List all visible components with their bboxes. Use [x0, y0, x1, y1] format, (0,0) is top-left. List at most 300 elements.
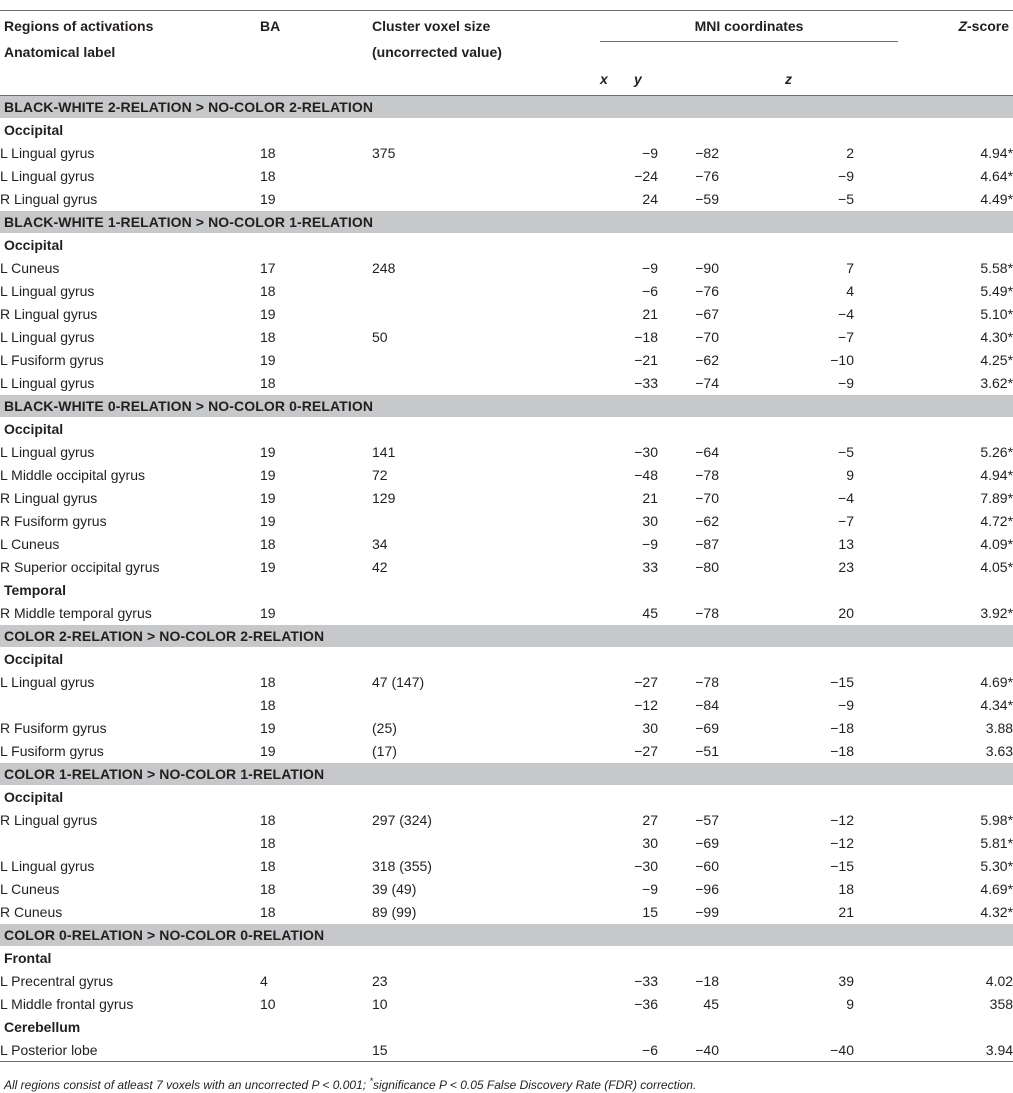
cell-x: [600, 256, 658, 279]
cell-z: −12: [830, 811, 854, 828]
cell-region: R Lingual gyrus: [0, 489, 98, 506]
table-row: [0, 831, 1013, 854]
cell-spacer: [860, 440, 898, 463]
cell-ba: 19: [260, 719, 276, 736]
cell-x: [600, 739, 658, 763]
cell-spacer: [860, 279, 898, 302]
cell-y: −78: [695, 466, 719, 483]
cell-z: 13: [838, 535, 854, 552]
cell-zscore: 4.09*: [980, 535, 1013, 552]
cell-z: 23: [838, 558, 854, 575]
cell-cluster: [372, 601, 600, 625]
table-row: [0, 348, 1013, 371]
cell-x: [600, 969, 658, 992]
mni-underline: [600, 41, 898, 63]
group-header-row: [0, 118, 1013, 141]
cell-x: [600, 463, 658, 486]
cell-cluster: [372, 371, 600, 395]
cell-ba: 19: [260, 305, 276, 322]
cell-region: L Posterior lobe: [0, 1038, 260, 1062]
cell-y: −90: [695, 259, 719, 276]
cell-zscore: 5.49*: [980, 282, 1013, 299]
cell-cluster: [372, 164, 600, 187]
cell-ba: [260, 1038, 372, 1062]
cell-z: −4: [838, 489, 854, 506]
cell-ba: 18: [260, 535, 276, 552]
cell-spacer: [860, 877, 898, 900]
header-ba: BA: [260, 18, 281, 34]
cell-x: [600, 325, 658, 348]
cell-spacer: [860, 187, 898, 211]
header-x: x: [600, 63, 630, 96]
cell-cluster: [372, 302, 600, 325]
table-row: [0, 486, 1013, 509]
cell-ba: 18: [260, 903, 276, 920]
cell-y: −76: [695, 282, 719, 299]
cell-zscore: 4.02: [985, 972, 1013, 989]
cell-ba: 4: [260, 972, 268, 989]
section-header-row: [0, 924, 1013, 947]
section-label: COLOR 1-RELATION > NO-COLOR 1-RELATION: [0, 763, 1013, 786]
cell-x-value: −30: [634, 857, 658, 874]
cell-ba: 18: [260, 673, 276, 690]
cell-y: −62: [695, 512, 719, 529]
cell-zscore: 4.49*: [980, 190, 1013, 207]
cell-y: −67: [695, 305, 719, 322]
group-label: Frontal: [4, 949, 52, 966]
cell-cluster: 42: [372, 558, 388, 575]
cell-x-value: 21: [642, 305, 658, 322]
table-body: [0, 96, 1013, 1062]
cell-spacer: [860, 371, 898, 395]
cell-spacer: [860, 555, 898, 578]
cell-z: −15: [830, 673, 854, 690]
cell-z: −10: [830, 351, 854, 368]
cell-spacer: [860, 670, 898, 693]
cell-x-value: −9: [642, 259, 658, 276]
table-row: [0, 670, 1013, 693]
cell-x-value: −6: [642, 1041, 658, 1058]
cell-x-value: 21: [642, 489, 658, 506]
cell-region: L Cuneus: [0, 535, 60, 552]
cell-region: [0, 693, 260, 716]
cell-spacer: [860, 509, 898, 532]
cell-y: −74: [695, 374, 719, 391]
cell-y: −69: [695, 834, 719, 851]
cell-region: L Lingual gyrus: [0, 673, 95, 690]
cell-cluster: 72: [372, 466, 388, 483]
cell-cluster: 50: [372, 328, 388, 345]
cell-z: −5: [838, 443, 854, 460]
table-row: [0, 1038, 1013, 1062]
cell-zscore: 3.63: [985, 742, 1013, 759]
cell-zscore: 5.10*: [980, 305, 1013, 322]
cell-spacer: [860, 325, 898, 348]
cell-region: L Precentral gyrus: [0, 972, 114, 989]
cell-x: [600, 164, 658, 187]
cell-zscore: 4.69*: [980, 673, 1013, 690]
cell-ba: 19: [260, 604, 276, 621]
cell-zscore: 4.72*: [980, 512, 1013, 529]
cell-x: [600, 371, 658, 395]
cell-cluster: 248: [372, 259, 396, 276]
cell-z: 39: [838, 972, 854, 989]
cell-y: −99: [695, 903, 719, 920]
cell-z: 20: [838, 604, 854, 621]
cell-spacer: [860, 463, 898, 486]
group-header-row: [0, 785, 1013, 808]
cell-x: [600, 348, 658, 371]
group-label: Occipital: [4, 420, 64, 437]
cell-zscore: 3.88: [985, 719, 1013, 736]
cell-spacer: [860, 808, 898, 831]
cell-x: [600, 279, 658, 302]
cell-zscore: 5.81*: [980, 834, 1013, 851]
cell-zscore: 4.34*: [980, 696, 1013, 713]
cell-x: [600, 854, 658, 877]
cell-zscore: 3.92*: [980, 604, 1013, 621]
cell-x: [600, 831, 658, 854]
group-header-row: [0, 1015, 1013, 1038]
cell-y: −59: [695, 190, 719, 207]
cell-region: L Fusiform gyrus: [0, 351, 104, 368]
cell-zscore: 5.98*: [980, 811, 1013, 828]
cell-spacer: [860, 969, 898, 992]
cell-x-value: −48: [634, 466, 658, 483]
cell-z: −12: [830, 834, 854, 851]
cell-z: −40: [745, 1038, 860, 1062]
cell-ba: 18: [260, 374, 276, 391]
cell-ba: 18: [260, 167, 276, 184]
table-row: [0, 371, 1013, 395]
cell-cluster: 15: [372, 1038, 600, 1062]
section-label: BLACK-WHITE 1-RELATION > NO-COLOR 1-RELATION: [0, 211, 1013, 234]
cell-ba: 19: [260, 558, 276, 575]
cell-cluster: [372, 693, 600, 716]
cell-spacer: [860, 141, 898, 164]
cell-x: [600, 141, 658, 164]
cell-y: −57: [695, 811, 719, 828]
cell-cluster: [372, 831, 600, 854]
cell-cluster: 10: [372, 995, 388, 1012]
header-zscore: Z-score: [958, 18, 1010, 34]
cell-x-value: −27: [634, 673, 658, 690]
cell-region: R Fusiform gyrus: [0, 719, 107, 736]
cell-ba: 19: [260, 489, 276, 506]
cell-y: −51: [695, 742, 719, 759]
section-label: BLACK-WHITE 2-RELATION > NO-COLOR 2-RELATION: [0, 96, 1013, 119]
cell-spacer: [860, 1038, 898, 1062]
cell-y: −69: [695, 719, 719, 736]
table-row: [0, 302, 1013, 325]
cell-cluster: 47 (147): [372, 673, 425, 690]
header-cluster: Cluster voxel size: [372, 18, 491, 34]
cell-zscore: 4.32*: [980, 903, 1013, 920]
cell-x-value: −36: [634, 995, 658, 1012]
cell-cluster: [372, 187, 600, 211]
cell-z: −9: [838, 696, 854, 713]
cell-x-value: 33: [642, 558, 658, 575]
cell-region: L Lingual gyrus: [0, 167, 95, 184]
cell-cluster: 23: [372, 972, 388, 989]
table-row: [0, 969, 1013, 992]
cell-region: R Lingual gyrus: [0, 190, 98, 207]
cell-ba: 19: [260, 466, 276, 483]
table-row: [0, 854, 1013, 877]
table-row: [0, 325, 1013, 348]
cell-z: 18: [838, 880, 854, 897]
cell-ba: 18: [260, 857, 276, 874]
cell-spacer: [860, 164, 898, 187]
cell-cluster: [372, 348, 600, 371]
cell-x: [600, 900, 658, 924]
cell-y: −60: [695, 857, 719, 874]
cell-x-value: −12: [634, 696, 658, 713]
group-label: Occipital: [4, 788, 64, 805]
cell-y: 45: [703, 995, 719, 1012]
cell-spacer: [860, 532, 898, 555]
section-header-row: [0, 625, 1013, 648]
cell-zscore: 3.94: [898, 1038, 1013, 1062]
section-label: BLACK-WHITE 0-RELATION > NO-COLOR 0-RELATION: [0, 395, 1013, 418]
table-row: [0, 739, 1013, 763]
cell-spacer: [860, 693, 898, 716]
cell-region: L Lingual gyrus: [0, 374, 95, 391]
cell-z: −15: [830, 857, 854, 874]
cell-spacer: [860, 716, 898, 739]
table-row: [0, 532, 1013, 555]
cell-x: [600, 1038, 658, 1062]
table-row: [0, 808, 1013, 831]
cell-y: −70: [695, 489, 719, 506]
section-label: COLOR 2-RELATION > NO-COLOR 2-RELATION: [0, 625, 1013, 648]
cell-zscore: 4.64*: [980, 167, 1013, 184]
section-header-row: [0, 211, 1013, 234]
cell-x: [600, 532, 658, 555]
cell-ba: 19: [260, 742, 276, 759]
cell-z: 7: [846, 259, 854, 276]
cell-spacer: [860, 831, 898, 854]
cell-ba: 18: [260, 834, 276, 851]
table-header: [0, 11, 1013, 96]
cell-region: R Middle temporal gyrus: [0, 604, 152, 621]
cell-y: −80: [695, 558, 719, 575]
cell-y: −78: [695, 673, 719, 690]
cell-x-value: −9: [642, 144, 658, 161]
table-row: [0, 992, 1013, 1015]
section-header-row: [0, 96, 1013, 119]
cell-spacer: [860, 348, 898, 371]
group-header-row: [0, 647, 1013, 670]
cell-x-value: 30: [642, 719, 658, 736]
cell-cluster: 318 (355): [372, 857, 432, 874]
table-row: [0, 279, 1013, 302]
cell-spacer: [860, 302, 898, 325]
group-header-row: [0, 946, 1013, 969]
table-row: [0, 463, 1013, 486]
group-label: Temporal: [4, 581, 66, 598]
cell-spacer: [860, 601, 898, 625]
cell-y: −18: [695, 972, 719, 989]
cell-ba: 18: [260, 696, 276, 713]
cell-zscore: 4.94*: [980, 144, 1013, 161]
cell-x: [600, 187, 658, 211]
table-row: [0, 256, 1013, 279]
section-header-row: [0, 763, 1013, 786]
cell-cluster: [372, 279, 600, 302]
cell-z: −9: [838, 167, 854, 184]
cell-cluster: (25): [372, 719, 397, 736]
cell-x-value: −33: [634, 972, 658, 989]
cell-x-value: 27: [642, 811, 658, 828]
header-anatomical-label: Anatomical label: [4, 44, 116, 60]
cell-z: 4: [846, 282, 854, 299]
cell-region: R Cuneus: [0, 903, 63, 920]
cell-ba: 18: [260, 282, 276, 299]
group-label: Occipital: [4, 650, 64, 667]
cell-x: [600, 555, 658, 578]
table-row: [0, 716, 1013, 739]
cell-zscore: 4.30*: [980, 328, 1013, 345]
cell-y: −62: [695, 351, 719, 368]
cell-spacer: [860, 992, 898, 1015]
cell-ba: 10: [260, 995, 276, 1012]
table-row: [0, 601, 1013, 625]
cell-z: 21: [838, 903, 854, 920]
cell-ba: 18: [260, 880, 276, 897]
cell-y: −64: [695, 443, 719, 460]
cell-x: [600, 992, 658, 1015]
cell-x: [600, 440, 658, 463]
cell-z: −7: [838, 328, 854, 345]
cell-z: −18: [830, 719, 854, 736]
cell-z: 9: [846, 466, 854, 483]
group-header-row: [0, 417, 1013, 440]
cell-spacer: [860, 486, 898, 509]
table-row: [0, 187, 1013, 211]
table-row: [0, 141, 1013, 164]
cell-cluster: 297 (324): [372, 811, 432, 828]
cell-zscore: 5.58*: [980, 259, 1013, 276]
cell-cluster: 129: [372, 489, 396, 506]
cell-region: L Lingual gyrus: [0, 282, 95, 299]
cell-region: R Superior occipital gyrus: [0, 558, 160, 575]
cell-x-value: 30: [642, 512, 658, 529]
cell-z: −4: [838, 305, 854, 322]
cell-ba: 19: [260, 443, 276, 460]
cell-z: −5: [838, 190, 854, 207]
cell-y: −84: [695, 696, 719, 713]
header-cluster-uncorrected: (uncorrected value): [372, 44, 502, 60]
cell-region: L Lingual gyrus: [0, 328, 95, 345]
cell-region: R Lingual gyrus: [0, 811, 98, 828]
table-row: [0, 693, 1013, 716]
cell-x: [600, 509, 658, 532]
cell-x-value: 24: [642, 190, 658, 207]
header-mni: MNI coordinates: [694, 18, 804, 34]
cell-region: R Fusiform gyrus: [0, 512, 107, 529]
cell-ba: 18: [260, 328, 276, 345]
cell-z: −18: [830, 742, 854, 759]
table-row: [0, 440, 1013, 463]
table-row: [0, 164, 1013, 187]
cell-ba: 18: [260, 144, 276, 161]
cell-spacer: [860, 854, 898, 877]
group-header-row: [0, 233, 1013, 256]
cell-x-value: −24: [634, 167, 658, 184]
cell-cluster: 39 (49): [372, 880, 417, 897]
cell-y: −87: [695, 535, 719, 552]
cell-x: [600, 486, 658, 509]
cell-x-value: −27: [634, 742, 658, 759]
cell-x-value: −21: [634, 351, 658, 368]
cell-x-value: −30: [634, 443, 658, 460]
cell-z: 9: [846, 995, 854, 1012]
cell-x: [600, 693, 658, 716]
cell-x-value: 45: [642, 604, 658, 621]
cell-spacer: [860, 256, 898, 279]
cell-region: L Cuneus: [0, 880, 60, 897]
cell-zscore: 4.05*: [980, 558, 1013, 575]
cell-region: L Middle frontal gyrus: [0, 995, 134, 1012]
cell-zscore: 7.89*: [980, 489, 1013, 506]
group-header-row: [0, 578, 1013, 601]
cell-y: −70: [695, 328, 719, 345]
cell-cluster: 34: [372, 535, 388, 552]
table-row: [0, 555, 1013, 578]
section-header-row: [0, 395, 1013, 418]
cell-region: L Middle occipital gyrus: [0, 466, 145, 483]
section-label: COLOR 0-RELATION > NO-COLOR 0-RELATION: [0, 924, 1013, 947]
group-label: Cerebellum: [4, 1018, 81, 1035]
cell-y: −82: [695, 144, 719, 161]
cell-x-value: 15: [642, 903, 658, 920]
mni-activation-table: [0, 10, 1013, 1062]
cell-z: −7: [838, 512, 854, 529]
cell-region: R Lingual gyrus: [0, 305, 98, 322]
cell-y: −76: [695, 167, 719, 184]
group-label: Occipital: [4, 121, 64, 138]
cell-zscore: 5.30*: [980, 857, 1013, 874]
cell-x-value: −6: [642, 282, 658, 299]
cell-region: L Cuneus: [0, 259, 60, 276]
cell-region: L Lingual gyrus: [0, 144, 95, 161]
cell-zscore: 358: [989, 995, 1013, 1012]
cell-zscore: 4.94*: [980, 466, 1013, 483]
group-label: Occipital: [4, 236, 64, 253]
cell-zscore: 3.62*: [980, 374, 1013, 391]
cell-z: 2: [846, 144, 854, 161]
table-row: [0, 877, 1013, 900]
cell-region: L Lingual gyrus: [0, 443, 95, 460]
cell-spacer: [860, 900, 898, 924]
table-row: [0, 900, 1013, 924]
cell-x: [600, 302, 658, 325]
header-y: y: [630, 63, 745, 96]
cell-x-value: −9: [642, 880, 658, 897]
cell-cluster: (17): [372, 742, 397, 759]
cell-ba: 19: [260, 190, 276, 207]
cell-region: L Fusiform gyrus: [0, 742, 104, 759]
cell-y: −96: [695, 880, 719, 897]
cell-cluster: 141: [372, 443, 396, 460]
cell-region: [0, 831, 260, 854]
cell-ba: 19: [260, 512, 276, 529]
cell-spacer: [860, 739, 898, 763]
cell-zscore: 5.26*: [980, 443, 1013, 460]
cell-y: −40: [630, 1038, 745, 1062]
cell-cluster: [372, 509, 600, 532]
